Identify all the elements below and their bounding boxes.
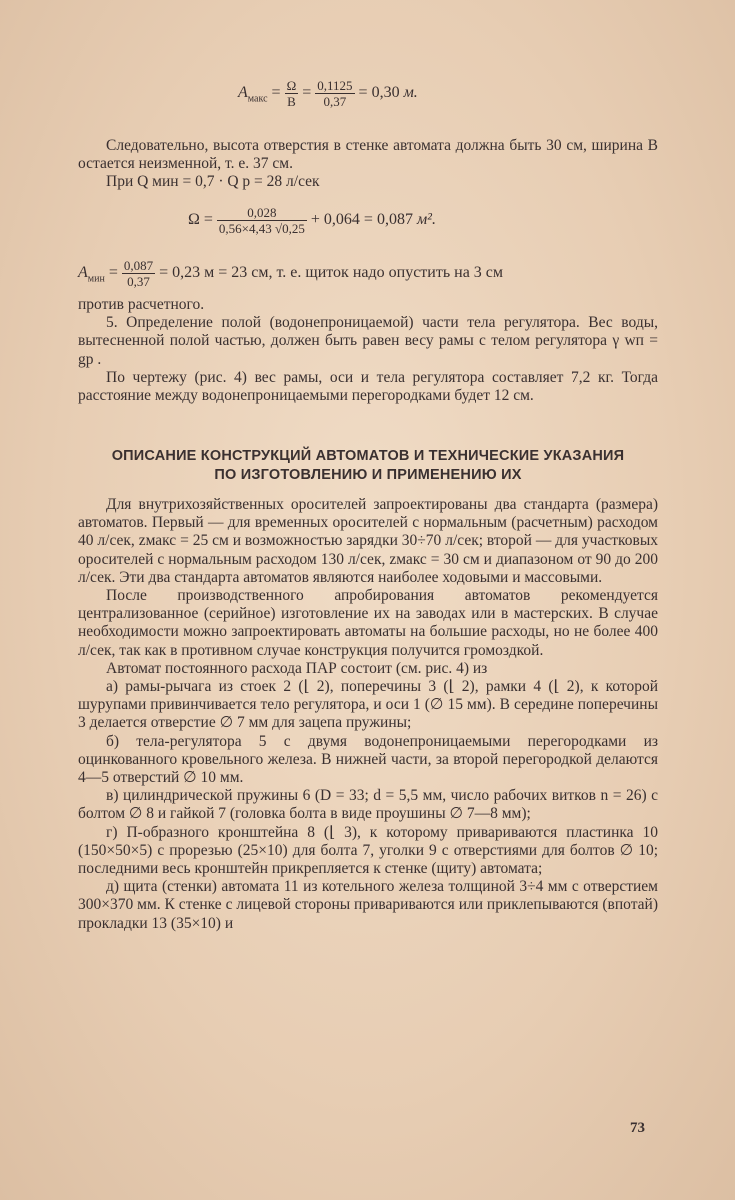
formula-a-min: $A_{мин}$ = $\frac{0,087}{0,37}$ = 0,23 м = 23 см, т. е. щиток надо опустить на 3 см	[78, 258, 504, 289]
paragraph: 5. Определение полой (водонепроницаемой) части тела регулятора. Вес воды, вытесненной полой частью, должен быть равен весу рамы с телом регулятора γ wп = gр .	[78, 314, 658, 368]
formula-a-max: $A_{макс}$ = $\frac{\Omega}{B}$ = $\frac{0,1125}{0,37}$ = 0,30 м.	[238, 78, 418, 109]
page-number: 73	[630, 1120, 645, 1136]
paragraph: При Q мин = 0,7 · Q р = 28 л/сек	[106, 173, 320, 191]
paragraph: против расчетного.	[78, 296, 205, 313]
paragraph: Автомат постоянного расхода ПАР состоит (см. рис. 4) из	[106, 659, 488, 677]
list-item: б) тела-регулятора 5 с двумя водонепроницаемыми перегородками из оцинкованного кровельного железа. В нижней части, за второй перегородкой делаются 4—5 отверстий ∅ 10 мм.	[78, 732, 658, 787]
paragraph: Для внутрихозяйственных оросителей запроектированы два стандарта (размера) автоматов. Первый — для временных оросителей с нормальным (расчетным) расходом 40 л/сек, zмакс = 25 см и возможностью зарядки 30÷70 л/сек; второй — для участковых оросителей с нормальным расходом 130 л/сек, zмакс = 30 см и диапазоном от 90 до 200 л/сек. Эти два стандарта автоматов являются наиболее ходовыми и массовыми.	[78, 496, 658, 586]
list-item: д) щита (стенки) автомата 11 из котельного железа толщиной 3÷4 мм с отверстием 300×370 мм. К стенке с лицевой стороны привариваются или приклепываются (впотай) прокладки 13 (35×10) и	[78, 878, 658, 932]
body-text	[78, 496, 658, 933]
formula-omega: Ω = $\frac{0,028}{0,56\times 4,43 √0,25}$ + 0,064 = 0,087 м².	[188, 205, 436, 236]
paragraph: Следовательно, высота отверстия в стенке автомата должна быть 30 см, ширина B остается неизменной, т. е. 37 см.	[78, 137, 658, 173]
list-item: г) П-образного кронштейна 8 (⌊ 3), к которому привариваются пластинка 10 (150×50×5) с прорезью (25×10) для болта 7, уголки 9 с отверстиями для болтов ∅ 10; последними весь кронштейн прикрепляется к стенке (щиту) автомата;	[78, 823, 658, 878]
list-item: в) цилиндрической пружины 6 (D = 33; d = 5,5 мм, число рабочих витков n = 26) с болтом ∅ 8 и гайкой 7 (головка болта в виде проушины ∅ 7—8 мм);	[78, 787, 658, 823]
paragraph: После производственного апробирования автоматов рекомендуется централизованное (серийное) изготовление их на заводах или в мастерских. В случае необходимости можно запроектировать автоматы на большие расходы, но не более 400 л/сек, так как в противном случае конструкция получится громоздкой.	[78, 587, 658, 659]
list-item: а) рамы-рычага из стоек 2 (⌊ 2), поперечины 3 (⌊ 2), рамки 4 (⌊ 2), к которой шурупами привинчивается тело регулятора, и оси 1 (∅ 15 мм). В середине поперечины 3 делается отверстие ∅ 7 мм для зацепа пружины;	[78, 678, 658, 732]
paragraph: По чертежу (рис. 4) вес рамы, оси и тела регулятора составляет 7,2 кг. Тогда расстояние между водонепроницаемыми перегородками будет 12 см.	[78, 368, 658, 405]
paragraph-block-2	[78, 296, 658, 405]
section-heading: ОПИСАНИЕ КОНСТРУКЦИЙ АВТОМАТОВ И ТЕХНИЧЕСКИЕ УКАЗАНИЯ ПО ИЗГОТОВЛЕНИЮ И ПРИМЕНЕНИЮ ИХ	[111, 448, 625, 483]
paragraph-block-1	[78, 137, 658, 192]
